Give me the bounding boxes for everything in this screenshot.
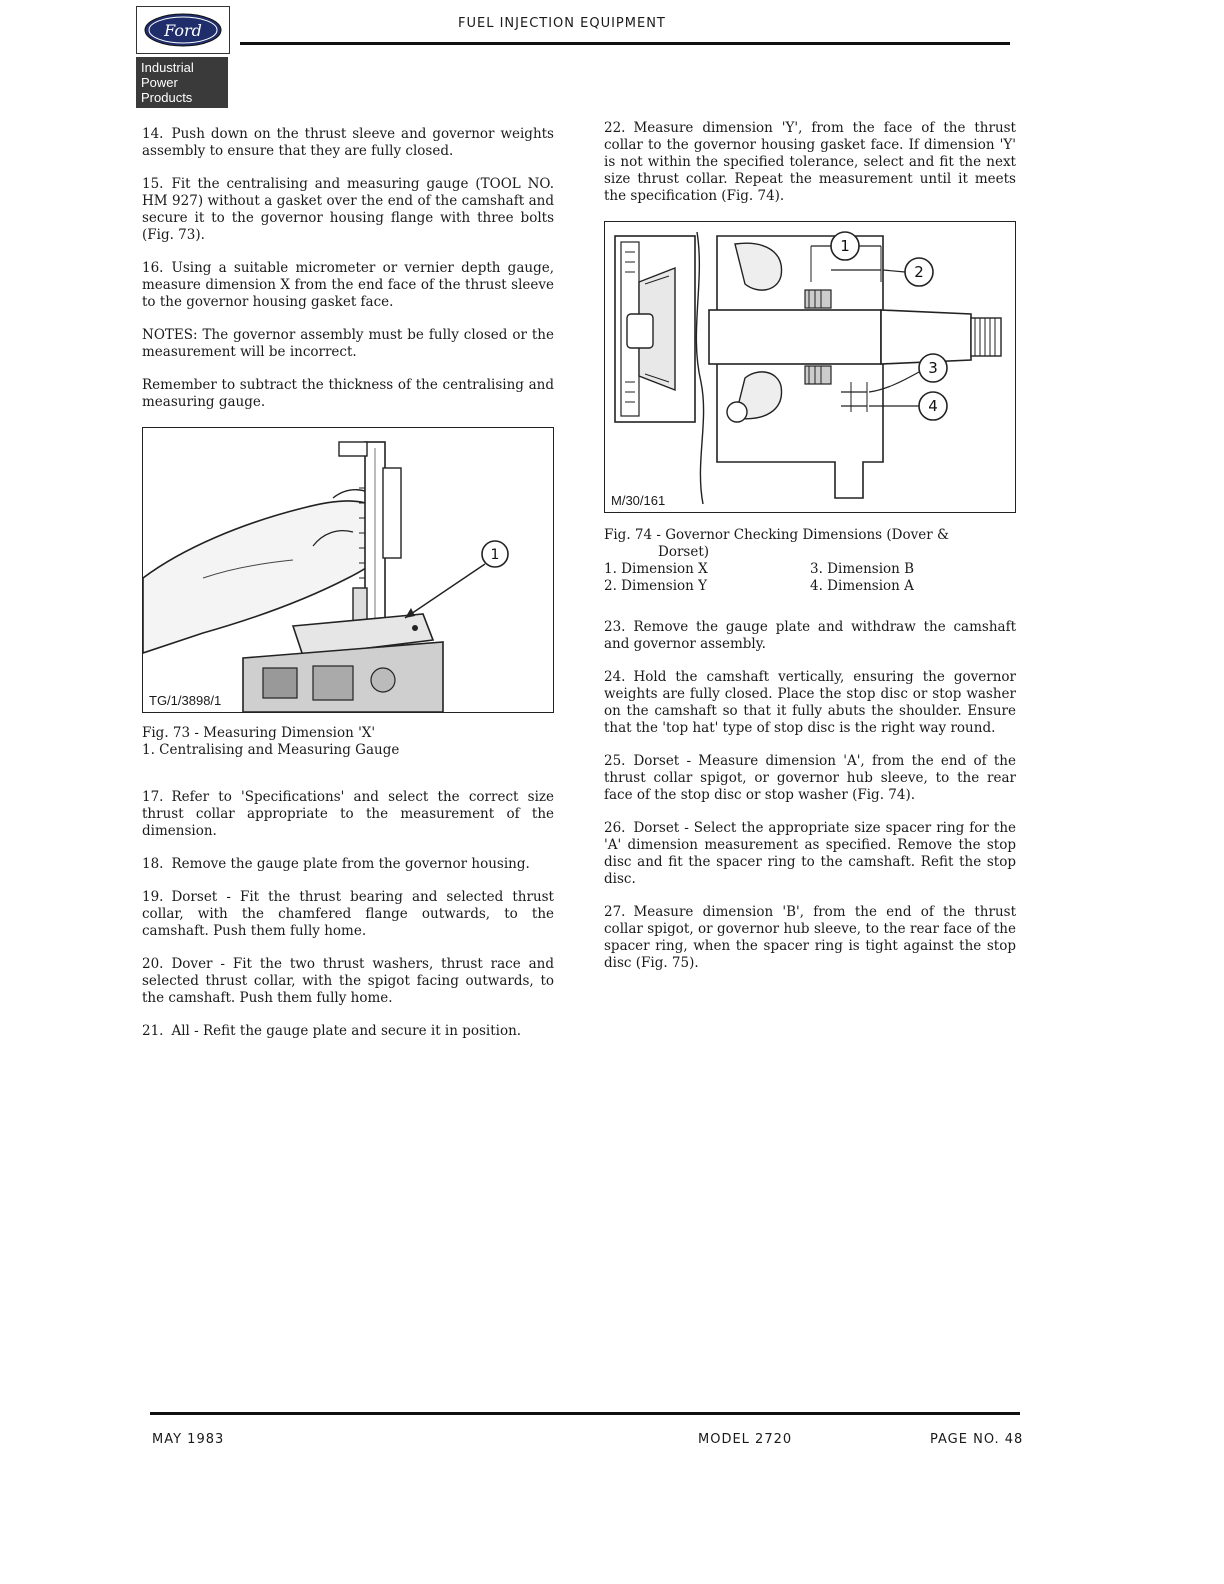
step-text: Remove the gauge plate from the governor housing. bbox=[171, 856, 530, 872]
step-number: 24. bbox=[604, 669, 626, 685]
step-paragraph bbox=[604, 820, 1016, 888]
step-number: 18. bbox=[142, 856, 164, 872]
step-text: Fit the centralising and measuring gauge (TOOL NO. HM 927) without a gasket over the end of the camshaft and secure it to the governor housing flange with three bolts (Fig. 73). bbox=[142, 176, 554, 243]
step-number: 20. bbox=[142, 956, 164, 972]
ford-oval-icon bbox=[143, 12, 223, 48]
figure-code: M/30/161 bbox=[611, 493, 666, 508]
note-paragraph bbox=[142, 377, 554, 411]
left-column bbox=[142, 126, 554, 1056]
footer-divider bbox=[150, 1412, 1020, 1415]
step-paragraph bbox=[142, 1023, 554, 1040]
step-paragraph bbox=[604, 904, 1016, 972]
step-text: Using a suitable micrometer or vernier depth gauge, measure dimension X from the end face of the thrust sleeve to the governor housing gasket face. bbox=[142, 260, 554, 310]
ford-logo bbox=[136, 6, 230, 108]
step-text: Dorset - Fit the thrust bearing and selected thrust collar, with the chamfered flange outwards, to the camshaft. Push them fully home. bbox=[142, 889, 554, 939]
step-paragraph bbox=[142, 856, 554, 873]
caption-item: 2. Dimension Y bbox=[604, 578, 708, 594]
figure-code: TG/1/3898/1 bbox=[149, 693, 222, 708]
tagline-line: Products bbox=[141, 90, 193, 105]
step-paragraph bbox=[142, 789, 554, 840]
step-number: 26. bbox=[604, 820, 626, 836]
figure-73-caption bbox=[142, 725, 554, 759]
step-paragraph bbox=[604, 619, 1016, 653]
caption-title: Fig. 73 - Measuring Dimension 'X' bbox=[142, 725, 376, 741]
step-text: Push down on the thrust sleeve and governor weights assembly to ensure that they are fully closed. bbox=[142, 126, 554, 159]
step-text: Dover - Fit the two thrust washers, thrust race and selected thrust collar, with the spigot facing outwards, to the camshaft. Push them fully home. bbox=[142, 956, 554, 1006]
right-column bbox=[604, 120, 1016, 988]
step-paragraph bbox=[142, 956, 554, 1007]
ford-oval bbox=[136, 6, 230, 54]
governor-cross-section-illustration bbox=[605, 222, 1015, 512]
step-number: 15. bbox=[142, 176, 164, 192]
step-number: 19. bbox=[142, 889, 164, 905]
step-text: Hold the camshaft vertically, ensuring the governor weights are fully closed. Place the stop disc or stop washer on the camshaft so that it fully abuts the shoulder. Ensure that the 'top hat' type of stop disc is the right way round. bbox=[604, 669, 1016, 736]
step-number: 25. bbox=[604, 753, 626, 769]
tagline-line: Power bbox=[141, 75, 178, 90]
footer-page-number: PAGE NO. 48 bbox=[930, 1432, 1024, 1447]
caption-title: Fig. 74 - Governor Checking Dimensions (Dover & bbox=[604, 527, 949, 543]
step-text: All - Refit the gauge plate and secure it in position. bbox=[171, 1023, 522, 1039]
caption-item: 1. Centralising and Measuring Gauge bbox=[142, 742, 400, 758]
step-paragraph bbox=[142, 176, 554, 244]
figure-callout: 1 bbox=[490, 547, 500, 563]
caption-item: 1. Dimension X bbox=[604, 561, 708, 577]
figure-callout: 1 bbox=[840, 237, 850, 255]
caption-item: 3. Dimension B bbox=[810, 561, 915, 577]
brand-tagline bbox=[136, 57, 228, 108]
note-text: NOTES: The governor assembly must be fully closed or the measurement will be incorrect. bbox=[142, 327, 554, 360]
figure-callout: 4 bbox=[928, 397, 938, 415]
step-number: 16. bbox=[142, 260, 164, 276]
caption-title-cont: Dorset) bbox=[658, 544, 710, 560]
step-paragraph bbox=[142, 889, 554, 940]
step-number: 23. bbox=[604, 619, 626, 635]
step-text: Dorset - Select the appropriate size spacer ring for the 'A' dimension measurement as specified. Remove the stop disc and fit the spacer ring to the camshaft. Refit the stop disc. bbox=[604, 820, 1016, 887]
step-paragraph bbox=[142, 126, 554, 160]
step-text: Remove the gauge plate and withdraw the camshaft and governor assembly. bbox=[604, 619, 1016, 652]
tagline-line: Industrial bbox=[141, 60, 194, 75]
step-number: 17. bbox=[142, 789, 164, 805]
ford-wordmark: Ford bbox=[164, 21, 202, 40]
caption-item: 4. Dimension A bbox=[810, 578, 914, 594]
page-title: FUEL INJECTION EQUIPMENT bbox=[458, 16, 666, 31]
step-number: 21. bbox=[142, 1023, 164, 1039]
figure-callout: 3 bbox=[928, 359, 938, 377]
note-paragraph bbox=[142, 327, 554, 361]
step-paragraph bbox=[604, 753, 1016, 804]
step-paragraph bbox=[604, 669, 1016, 737]
note-text: Remember to subtract the thickness of the centralising and measuring gauge. bbox=[142, 377, 554, 410]
header-divider bbox=[240, 42, 1010, 45]
step-text: Dorset - Measure dimension 'A', from the end of the thrust collar spigot, or governor hub sleeve, to the rear face of the stop disc or stop washer (Fig. 74). bbox=[604, 753, 1016, 803]
step-paragraph bbox=[604, 120, 1016, 205]
figure-73 bbox=[142, 427, 554, 713]
footer-date: MAY 1983 bbox=[152, 1432, 225, 1447]
footer-model: MODEL 2720 bbox=[698, 1432, 793, 1447]
caption-list bbox=[604, 561, 1016, 595]
figure-callout: 2 bbox=[914, 263, 924, 281]
step-number: 14. bbox=[142, 126, 164, 142]
step-text: Measure dimension 'Y', from the face of the thrust collar to the governor housing gasket face. If dimension 'Y' is not within the specified tolerance, select and fit the next size thrust collar. Repeat the measurement until it meets the specification (Fig. 74). bbox=[604, 120, 1016, 204]
figure-74 bbox=[604, 221, 1016, 513]
step-text: Refer to 'Specifications' and select the correct size thrust collar appropriate to the measurement of the dimension. bbox=[142, 789, 554, 839]
step-paragraph bbox=[142, 260, 554, 311]
step-number: 27. bbox=[604, 904, 626, 920]
step-number: 22. bbox=[604, 120, 626, 136]
figure-74-caption bbox=[604, 527, 1016, 595]
measuring-gauge-illustration bbox=[143, 428, 553, 712]
step-text: Measure dimension 'B', from the end of the thrust collar spigot, or governor hub sleeve, to the rear face of the spacer ring, when the spacer ring is tight against the stop disc (Fig. 75). bbox=[604, 904, 1016, 971]
